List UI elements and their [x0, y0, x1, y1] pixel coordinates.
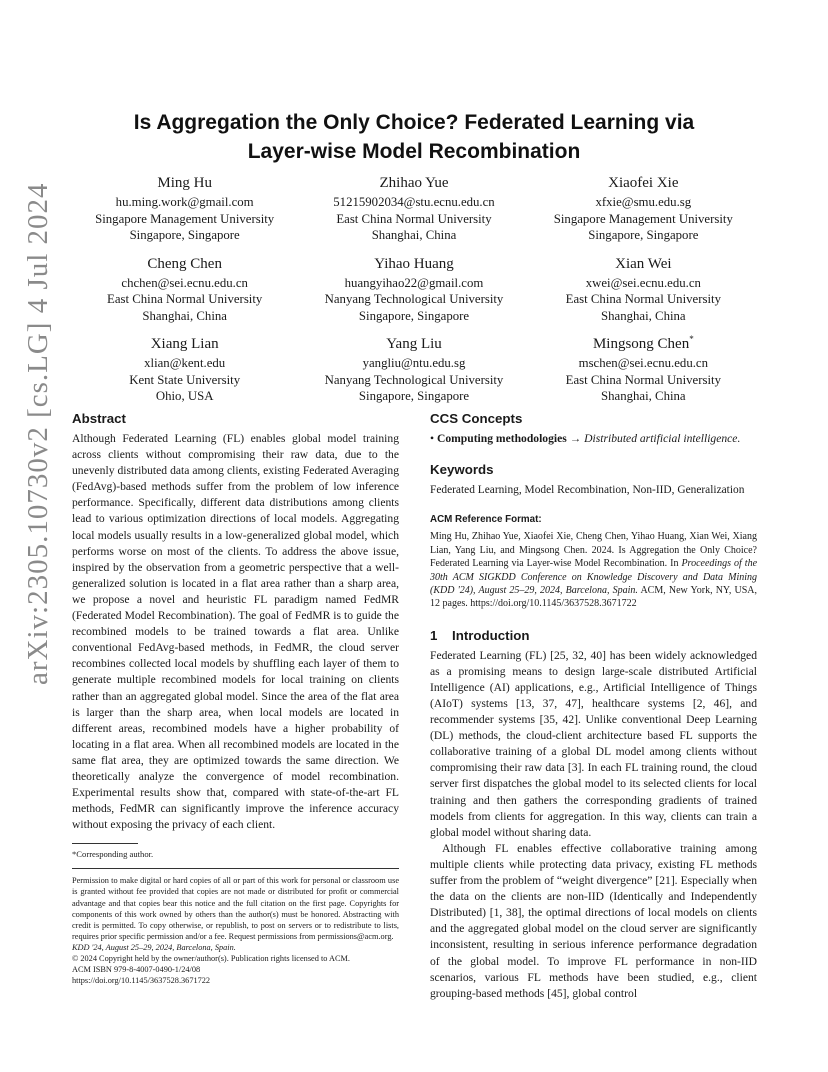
- author: [529, 335, 758, 405]
- author-name: Xian Wei: [615, 255, 672, 272]
- author-row: [70, 335, 758, 405]
- section-title: Introduction: [452, 627, 530, 643]
- right-column: [430, 410, 757, 1002]
- author-name: Zhihao Yue: [379, 175, 449, 191]
- acm-ref-authors: Ming Hu, Zhihao Yue, Xiaofei Xie, Cheng Chen, Yihao Huang, Xian Wei, Xiang Lian, Yang Liu, and Mingsong Chen. 2024. Is Aggregation the Only Choice? Federated Learning via Layer-wise Model Recombination. In: [430, 531, 757, 570]
- author-name-text: Mingsong Chen: [592, 336, 690, 352]
- arxiv-identifier: arXiv:2305.10730v2 [cs.LG] 4 Jul 2024: [22, 182, 54, 685]
- author-location: Shanghai, China: [601, 389, 686, 403]
- author-location: Ohio, USA: [155, 389, 214, 403]
- author-email: chchen@sei.ecnu.edu.cn: [121, 275, 248, 290]
- author-email: xwei@sei.ecnu.edu.cn: [585, 275, 701, 290]
- author-email: xlian@kent.edu: [144, 356, 226, 370]
- author-row: [70, 255, 758, 325]
- ccs-section: [430, 410, 757, 447]
- acm-reference-text: [430, 530, 757, 610]
- author-affiliation: East China Normal University: [107, 292, 263, 306]
- ccs-heading: CCS Concepts: [430, 411, 523, 426]
- author-affiliation: East China Normal University: [565, 372, 721, 387]
- title-line-2: Layer-wise Model Recombination: [247, 140, 581, 163]
- author: [70, 174, 299, 244]
- author: [529, 255, 758, 325]
- author-email: yangliu@ntu.edu.sg: [362, 356, 466, 370]
- author-location: Singapore, Singapore: [358, 308, 470, 323]
- author-location: Shanghai, China: [142, 308, 227, 323]
- author-email: huangyihao22@gmail.com: [344, 275, 484, 290]
- acm-ref-proceedings: Proceedings of the 30th ACM SIGKDD Conference on Knowledge Discovery and Data Mining (KDD '24), August 25–29, 2024, Barcelona, Spain.: [430, 558, 758, 596]
- author-location: Shanghai, China: [371, 228, 457, 242]
- author-name: [529, 335, 758, 354]
- author-affiliation: Nanyang Technological University: [324, 292, 504, 306]
- author-name: Yihao Huang: [374, 255, 454, 272]
- author: [299, 255, 528, 325]
- author: [529, 174, 758, 244]
- author-name: Xiang Lian: [150, 336, 219, 352]
- author: [299, 174, 528, 244]
- author-name: Ming Hu: [157, 175, 212, 191]
- permission-text: Permission to make digital or hard copies of all or part of this work for personal or classroom use is granted without fee provided that copies are not made or distributed for profit or commercial advantage and that copies bear this notice and the full citation on the first page. Copyrights for components of this work owned by others than the author(s) must be honored. Abstracting with credit is permitted. To copy otherwise, or republish, to post on servers or to redistribute to lists, requires prior specific permission and/or a fee. Request permissions from permissions@acm.org.: [72, 876, 399, 941]
- footnote-rule: [72, 843, 138, 844]
- author-affiliation: Kent State University: [129, 372, 241, 387]
- author-email: mschen@sei.ecnu.edu.cn: [578, 356, 709, 370]
- corresponding-mark: *: [689, 334, 694, 344]
- venue-line: [72, 942, 399, 953]
- author: [70, 255, 299, 325]
- author: [299, 335, 528, 405]
- abstract-heading: Abstract: [72, 411, 126, 426]
- author-email: 51215902034@stu.ecnu.edu.cn: [333, 195, 495, 209]
- doi-line[interactable]: https://doi.org/10.1145/3637528.3671722: [72, 976, 211, 986]
- author-name: Yang Liu: [386, 336, 442, 352]
- section-number: 1: [430, 627, 438, 643]
- author-affiliation: Singapore Management University: [95, 211, 275, 226]
- venue-text: KDD '24, August 25–29, 2024, Barcelona, Spain.: [72, 942, 236, 952]
- corresponding-footnote: *Corresponding author.: [72, 849, 154, 860]
- ccs-concept: [430, 431, 757, 447]
- author-location: Singapore, Singapore: [358, 389, 470, 403]
- acm-ref-publisher: ACM, New York, NY, USA, 12 pages. https://doi.org/10.1145/3637528.3671722: [430, 584, 757, 610]
- author-affiliation: Nanyang Technological University: [324, 372, 504, 387]
- author-location: Shanghai, China: [601, 308, 686, 323]
- isbn-line: ACM ISBN 979-8-4007-0490-1/24/08: [72, 965, 201, 975]
- ccs-subconcept: Distributed artificial intelligence.: [584, 432, 741, 445]
- author-email: xfxie@smu.edu.sg: [595, 195, 692, 209]
- author-name: Xiaofei Xie: [608, 175, 679, 191]
- title-line-1: Is Aggregation the Only Choice? Federated Learning via: [133, 111, 695, 134]
- permission-rule: [72, 868, 399, 869]
- copyright-line: © 2024 Copyright held by the owner/author(s). Publication rights licensed to ACM.: [72, 954, 350, 963]
- author-affiliation: East China Normal University: [336, 211, 492, 226]
- keywords-text: Federated Learning, Model Recombination, Non-IID, Generalization: [430, 484, 745, 497]
- introduction-heading: [430, 627, 757, 644]
- author-block: [70, 174, 758, 416]
- permission-block: [72, 875, 399, 986]
- left-column: [72, 410, 399, 986]
- author-location: Singapore, Singapore: [129, 228, 240, 242]
- author-row: [70, 174, 758, 244]
- author-email: hu.ming.work@gmail.com: [115, 195, 254, 209]
- keywords-heading: Keywords: [430, 462, 494, 478]
- author: [70, 335, 299, 405]
- ccs-category: Computing methodologies: [436, 432, 567, 445]
- author-affiliation: East China Normal University: [565, 292, 721, 306]
- acm-reference-heading: ACM Reference Format:: [430, 514, 542, 526]
- author-name: Cheng Chen: [147, 255, 222, 272]
- intro-paragraph-1: Federated Learning (FL) [25, 32, 40] has been widely acknowledged as a promising means to design large-scale distributed Artificial Intelligence (AI) applications, e.g., Artificial Intelligence of Things (AIoT) systems [13, 37, 47], healthcare systems [2, 46], and recommender systems [35, 42]. Unlike conventional Deep Learning (DL) methods, the cloud-client architecture based FL supports the collaborative training of a global DL model among clients without compromising their raw data [3]. In each FL training round, the cloud server first dispatches the global model to its selected clients for local training and then gathers the corresponding gradients of trained models from clients for aggregation. In this way, clients can train a global model without sharing data.: [430, 648, 757, 839]
- ccs-arrow: →: [569, 432, 582, 445]
- ccs-bullet: •: [430, 432, 435, 445]
- author-affiliation: Singapore Management University: [553, 211, 733, 226]
- abstract-text: Although Federated Learning (FL) enables global model training across clients without compromising their raw data, due to the unevenly distributed data among clients, existing Federated Averaging (FedAvg)-based methods suffer from the problem of low inference performance. Specifically, different data distributions among clients lead to various optimization directions of local models. Aggregating local models usually results in a low-generalized global model, which performs worse on most of the clients. To address the above issue, inspired by the observation from a geometric perspective that a well-generalized solution is located in a flat area rather than a sharp area, we propose a novel and heuristic FL paradigm named FedMR (Federated Model Recombination). The goal of FedMR is to guide the recombined models to be trained towards a flat area. Unlike conventional FedAvg-based methods, in FedMR, the cloud server recombines collected local models by shuffling each layer of them to generate multiple recombined models for local training on clients rather than an aggregated global model. Since the area of the flat area is larger than the sharp area, when local models are located in different areas, recombined models have a higher probability of locating in a flat area. When all recombined models are located in the same flat area, they are optimized towards the same direction. We theoretically analyze the convergence of model recombination. Experimental results show that, compared with state-of-the-art FL methods, FedMR can significantly improve the inference accuracy without exposing the privacy of each client.: [72, 432, 399, 832]
- paper-title: [70, 108, 758, 166]
- author-location: Singapore, Singapore: [588, 228, 699, 242]
- intro-paragraph-2: Although FL enables effective collaborative training among multiple clients while protecting data privacy, existing FL methods suffer from the problem of “weight divergence” [21]. Especially when the data on the clients are non-IID (Identically and Independently Distributed) [1, 38], the optimal directions of local models on clients and the aggregated global model on the cloud server are significantly inconsistent, resulting in serious inference performance degradation of the global model. To improve FL performance in non-IID scenarios, various FL methods have been studied, e.g., client grouping-based methods [45], global control: [430, 841, 757, 1000]
